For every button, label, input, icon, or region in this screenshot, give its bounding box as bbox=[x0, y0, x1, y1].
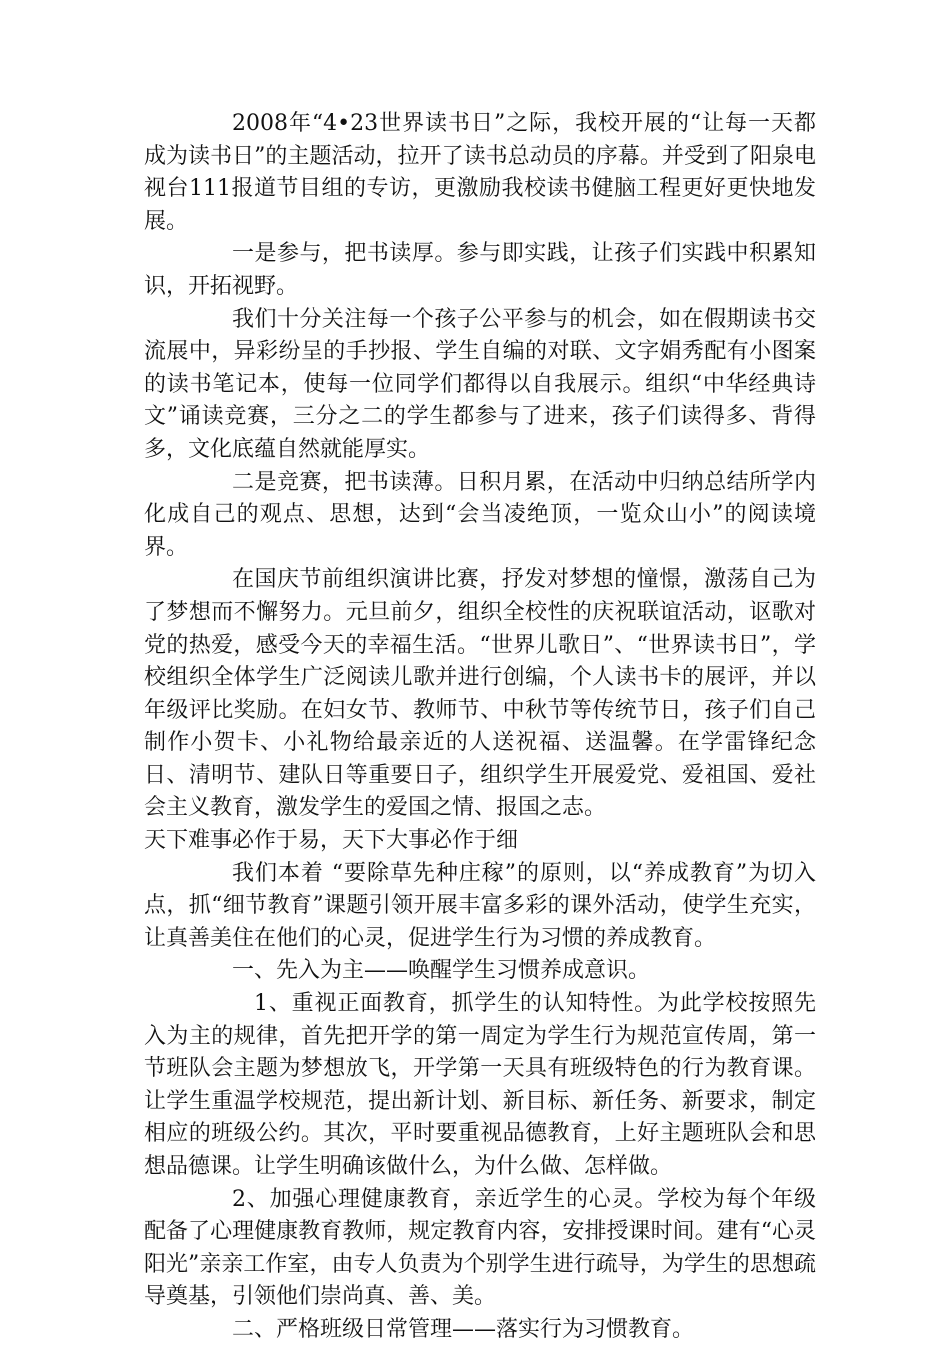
paragraph-participation: 一是参与，把书读厚。参与即实践，让孩子们实践中积累知识，开拓视野。 bbox=[144, 241, 816, 299]
subheading-second: 二、严格班级日常管理——落实行为习惯教育。 bbox=[232, 1316, 695, 1342]
paragraph-positive-education: 1、重视正面教育，抓学生的认知特性。为此学校按照先入为主的规律，首先把开学的第一周定为学生行为规范宣传周，第一节班队会主题为梦想放飞，开学第一天具有班级特色的行为教育课。让学生重温学校规范，提出新计划、新目标、新任务、新要求，制定相应的班级公约。其次，平时要重视品德教育，上好主题班队会和思想品德课。让学生明确该做什么，为什么做、怎样做。 bbox=[144, 991, 816, 1179]
document-page bbox=[144, 108, 816, 1347]
paragraph-fair-chance: 我们十分关注每一个孩子公平参与的机会，如在假期读书交流展中，异彩纷呈的手抄报、学生自编的对联、文字娟秀配有小图案的读书笔记本，使每一位同学们都得以自我展示。组织“中华经典诗文”诵读竞赛，三分之二的学生都参与了进来，孩子们读得多、背得多，文化底蕴自然就能厚实。 bbox=[144, 306, 816, 462]
section-heading-details: 天下难事必作于易，天下大事必作于细 bbox=[144, 828, 519, 854]
paragraph-reading-day: 2008年“4•23世界读书日”之际，我校开展的“让每一天都成为读书日”的主题活动，拉开了读书总动员的序幕。并受到了阳泉电视台111报道节目组的专访，更激励我校读书健脑工程更好更快地发展。 bbox=[144, 111, 816, 234]
subheading-first: 一、先入为主——唤醒学生习惯养成意识。 bbox=[232, 958, 651, 984]
paragraph-mental-health: 2、加强心理健康教育，亲近学生的心灵。学校为每个年级配备了心理健康教育教师，规定教育内容，安排授课时间。建有“心灵阳光”亲亲工作室，由专人负责为个别学生进行疏导，为学生的思想疏导奠基，引领他们崇尚真、善、美。 bbox=[144, 1186, 816, 1310]
paragraph-competition: 二是竞赛，把书读薄。日积月累，在活动中归纳总结所学内化成自己的观点、思想，达到“会当凌绝顶，一览众山小”的阅读境界。 bbox=[144, 469, 816, 560]
paragraph-activities: 在国庆节前组织演讲比赛，抒发对梦想的憧憬，激荡自己为了梦想而不懈努力。元旦前夕，组织全校性的庆祝联谊活动，讴歌对党的热爱，感受今天的幸福生活。“世界儿歌日”、“世界读书日”，学校组织全体学生广泛阅读儿歌并进行创编，个人读书卡的展评，并以年级评比奖励。在妇女节、教师节、中秋节等传统节日，孩子们自己制作小贺卡、小礼物给最亲近的人送祝福、送温馨。在学雷锋纪念日、清明节、建队日等重要日子，组织学生开展爱党、爱祖国、爱社会主义教育，激发学生的爱国之情、报国之志。 bbox=[144, 567, 816, 821]
paragraph-principle: 我们本着 “要除草先种庄稼”的原则，以“养成教育”为切入点，抓“细节教育”课题引领开展丰富多彩的课外活动，使学生充实，让真善美住在他们的心灵，促进学生行为习惯的养成教育。 bbox=[144, 860, 816, 951]
